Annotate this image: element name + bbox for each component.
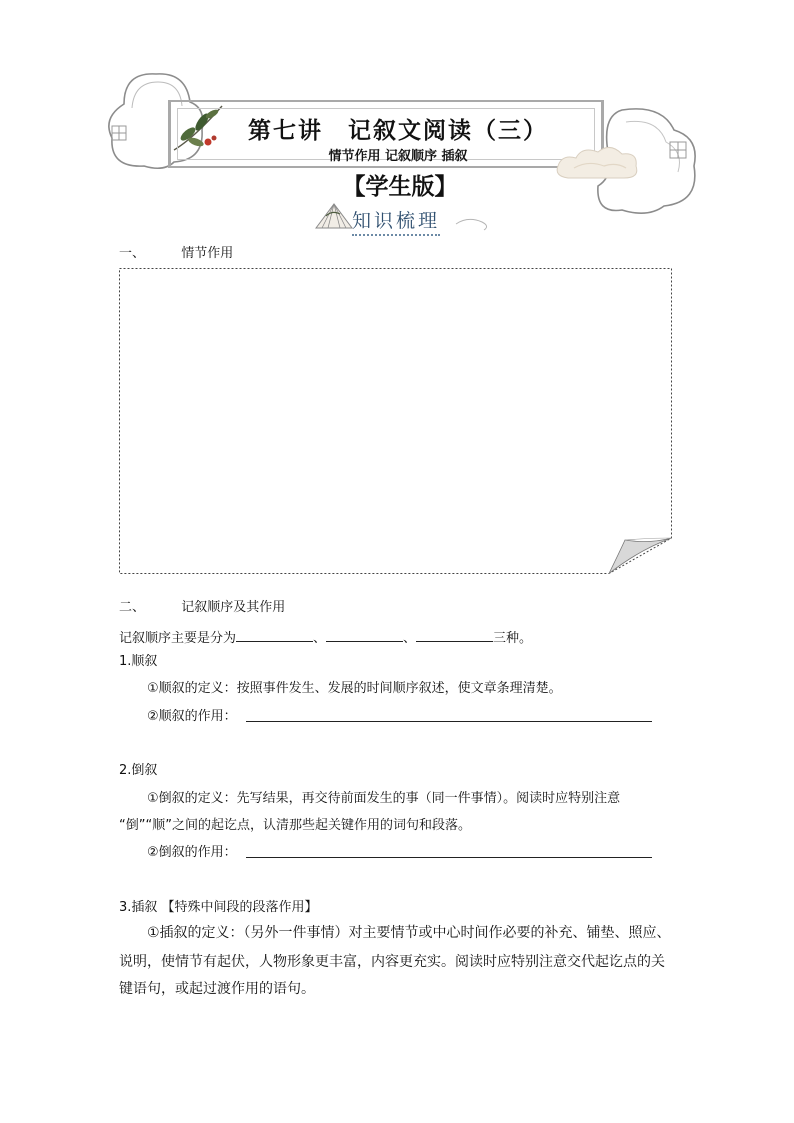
section1-title: 情节作用: [181, 246, 234, 261]
intro-prefix: 记叙顺序主要是分为: [119, 631, 237, 646]
section2-heading: [119, 598, 285, 618]
item1-function-label: ②顺叙的作用：: [147, 709, 237, 724]
item1-answer-line[interactable]: [246, 721, 652, 722]
section2-title: 记叙顺序及其作用: [181, 600, 286, 615]
intro-sep1: 、: [313, 631, 327, 646]
intro-suffix: 三种。: [493, 631, 533, 646]
intro-sep2: 、: [403, 631, 417, 646]
item1-heading: 1.顺叙: [119, 654, 158, 669]
item1-definition: ①顺叙的定义：按照事件发生、发展的时间顺序叙述，使文章条理清楚。: [147, 681, 562, 696]
item3-definition-line2: 说明，使情节有起伏，人物形象更丰富，内容更充实。阅读时应特别注意交代起讫点的关: [119, 954, 665, 970]
item2-heading: 2.倒叙: [119, 763, 158, 778]
notes-box: [119, 268, 672, 574]
item2-definition-line2: “倒”“顺”之间的起讫点，认清那些起关键作用的词句和段落。: [119, 818, 471, 833]
item3-definition-line1: ①插叙的定义：（另外一件事情）对主要情节或中心时间作必要的补充、铺垫、照应、: [147, 925, 671, 941]
knowledge-title: 知识梳理: [352, 206, 440, 236]
right-cloud-ornament: [552, 102, 702, 218]
blank-2[interactable]: [326, 626, 403, 642]
item2-definition-line1: ①倒叙的定义：先写结果，再交待前面发生的事（同一件事情）。阅读时应特别注意: [147, 791, 621, 806]
blank-3[interactable]: [416, 626, 493, 642]
item2-function-label: ②倒叙的作用：: [147, 845, 237, 860]
section2-intro: [119, 626, 532, 649]
lecture-subtitle: 情节作用 记叙顺序 插叙: [328, 149, 468, 164]
item3-heading: 3.插叙 【特殊中间段的段落作用】: [119, 900, 318, 915]
section1-number: 一、: [119, 246, 146, 261]
item2-answer-line[interactable]: [246, 857, 652, 858]
lecture-title: 第七讲 记叙文阅读（三）: [248, 117, 548, 144]
section2-number: 二、: [119, 600, 146, 615]
section1-heading: [119, 244, 233, 264]
blank-1[interactable]: [236, 626, 313, 642]
edition-label: 【学生版】: [342, 173, 458, 200]
item3-definition-line3: 键语句，或起过渡作用的语句。: [119, 981, 315, 997]
